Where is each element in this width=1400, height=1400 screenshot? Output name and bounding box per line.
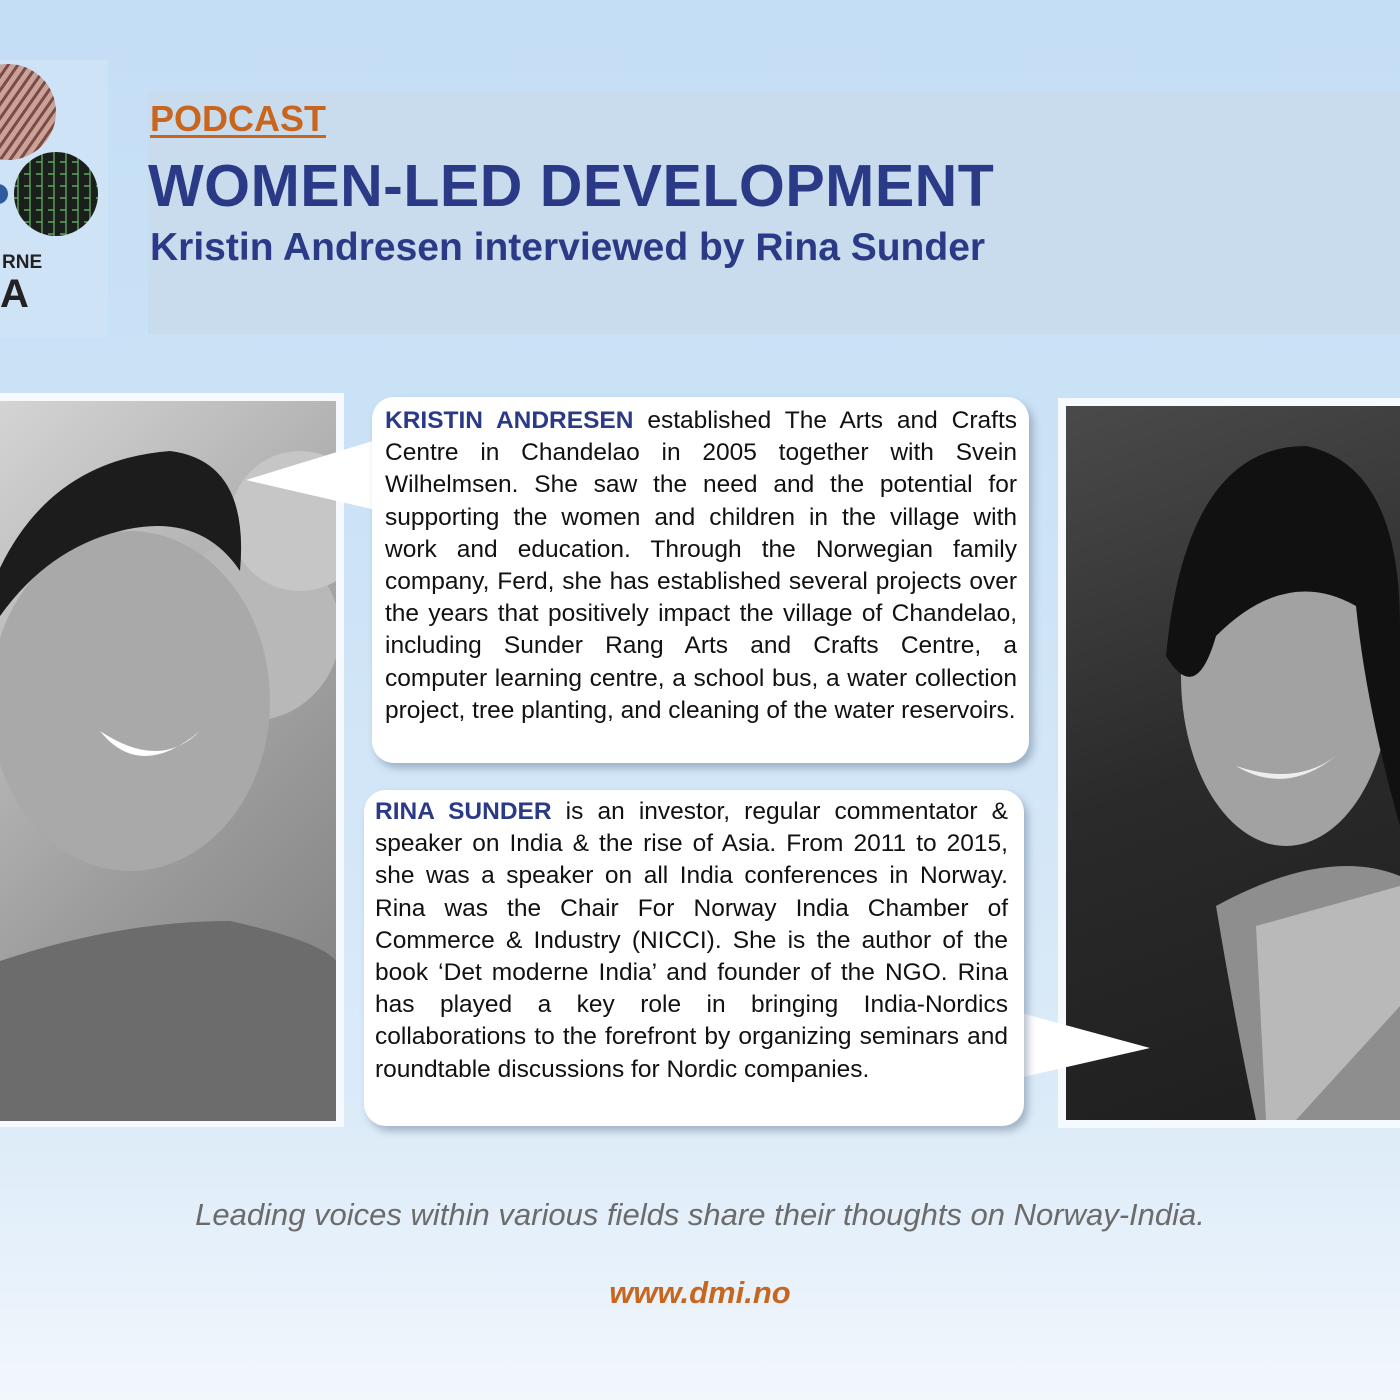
logo-blue-circle (0, 184, 8, 204)
podcast-label: PODCAST (150, 98, 327, 139)
speech-bubble-tail (1010, 1010, 1150, 1080)
logo-text-large: A (0, 272, 29, 316)
speech-bubble-tail (246, 440, 386, 510)
tagline: Leading voices within various fields share their thoughts on Norway-India. (195, 1197, 1205, 1232)
bio-text: is an investor, regular commentator & speaker on India & the rise of Asia. From 2011 to 2015, she was a speaker on all India conferences in Norway. Rina was the Chair For Norway India Chamber of Commerce & Industry (NICCI). She is the author of the book ‘Det moderne India’ and founder of the NGO. Rina has played a key role in bringing India-Nordics collaborations to the forefront by organizing seminars and roundtable discussions for Nordic companies. (375, 798, 1008, 1083)
logo-striped-circle (0, 64, 56, 160)
bio-kristin-andresen (372, 397, 1029, 763)
logo-graphic (0, 60, 110, 280)
bio-name: RINA SUNDER (375, 798, 552, 825)
logo-circuit-circle (14, 152, 98, 236)
logo-text: RNE (2, 252, 43, 273)
page-title: WOMEN-LED DEVELOPMENT (148, 153, 995, 219)
page-subtitle: Kristin Andresen interviewed by Rina Sunder (150, 226, 986, 269)
bio-text: established The Arts and Crafts Centre in Chandelao in 2005 together with Svein Wilhelmsen. She saw the need and the potential for supporting the women and children in the village with work and education. Through the Norwegian family company, Ferd, she has established several projects over the years that positively impact the village of Chandelao, including Sunder Rang Arts and Crafts Centre, a computer learning centre, a school bus, a water collection project, tree planting, and cleaning of the water reservoirs. (385, 407, 1018, 724)
website-link[interactable]: www.dmi.no (609, 1275, 791, 1310)
bio-name: KRISTIN ANDRESEN (385, 407, 634, 434)
bio-rina-sunder (364, 790, 1024, 1126)
